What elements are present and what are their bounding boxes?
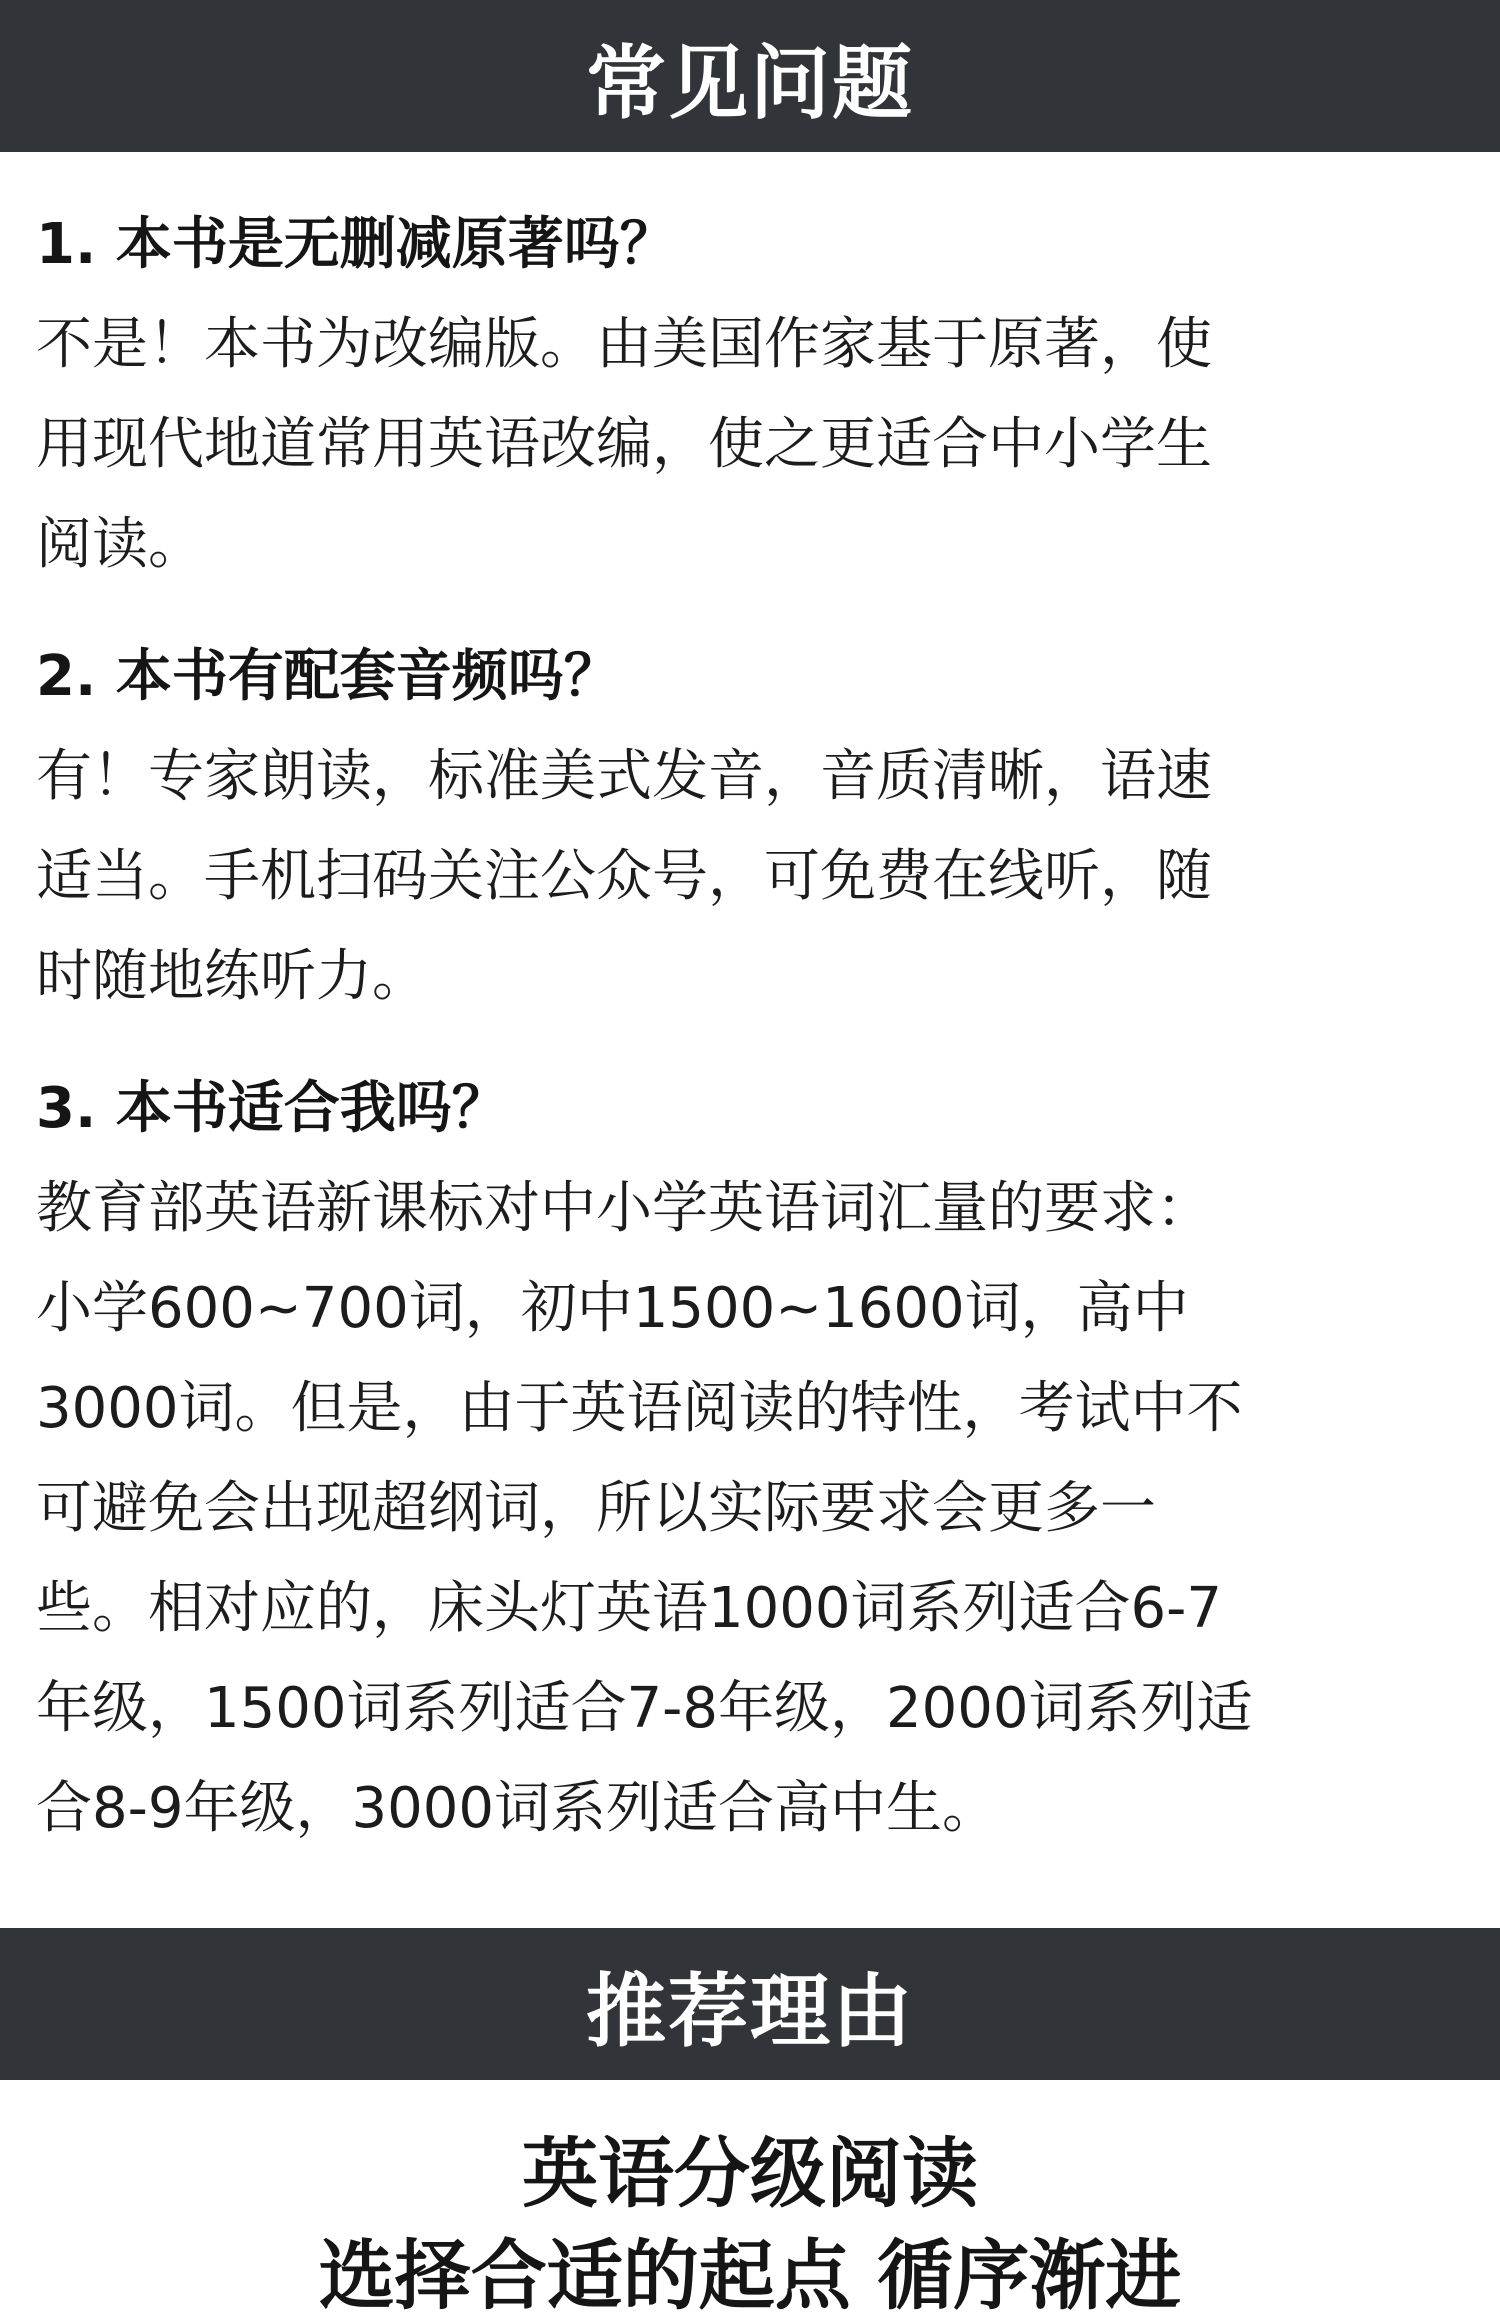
faq-answer-line: 可避免会出现超纲词，所以实际要求会更多一 <box>36 1476 1156 1541</box>
faq-question: 2. 本书有配套音频吗？ <box>36 644 620 709</box>
faq-answer-line: 有！专家朗读，标准美式发音，音质清晰，语速 <box>36 744 1212 809</box>
faq-item <box>36 627 1476 1027</box>
faq-answer-line: 教育部英语新课标对中小学英语词汇量的要求： <box>36 1176 1212 1241</box>
faq-answer-line: 些。相对应的，床头灯英语1000词系列适合6-7 <box>36 1576 1222 1641</box>
faq-answer-line: 3000词。但是，由于英语阅读的特性，考试中不 <box>36 1376 1243 1441</box>
faq-answer-line: 年级，1500词系列适合7-8年级，2000词系列适 <box>36 1676 1253 1741</box>
reasons-banner-title: 推荐理由 <box>586 1964 914 2058</box>
faq-answer-line: 用现代地道常用英语改编，使之更适合中小学生 <box>36 412 1212 477</box>
faq-answer-line: 合8-9年级，3000词系列适合高中生。 <box>36 1776 998 1841</box>
reasons-subheading: 选择合适的起点 循序渐进 <box>318 2231 1182 2320</box>
faq-answer-line: 适当。手机扫码关注公众号，可免费在线听，随 <box>36 844 1212 909</box>
faq-answer-line: 小学600~700词，初中1500~1600词，高中 <box>36 1276 1189 1341</box>
reasons-heading: 英语分级阅读 <box>522 2129 978 2218</box>
faq-answer-line: 不是！本书为改编版。由美国作家基于原著，使 <box>36 312 1212 377</box>
faq-list <box>36 195 1476 1891</box>
faq-answer-line: 时随地练听力。 <box>36 944 428 1009</box>
faq-item <box>36 1059 1476 1859</box>
faq-answer <box>36 295 1476 595</box>
faq-banner <box>0 0 1500 152</box>
faq-item <box>36 195 1476 595</box>
faq-question: 3. 本书适合我吗？ <box>36 1076 508 1141</box>
faq-answer <box>36 1159 1476 1859</box>
faq-question: 1. 本书是无删减原著吗？ <box>36 212 676 277</box>
faq-answer-line: 阅读。 <box>36 512 204 577</box>
reasons-section <box>0 2080 1500 2322</box>
reasons-banner <box>0 1928 1500 2080</box>
faq-answer <box>36 727 1476 1027</box>
faq-banner-title: 常见问题 <box>586 36 914 130</box>
